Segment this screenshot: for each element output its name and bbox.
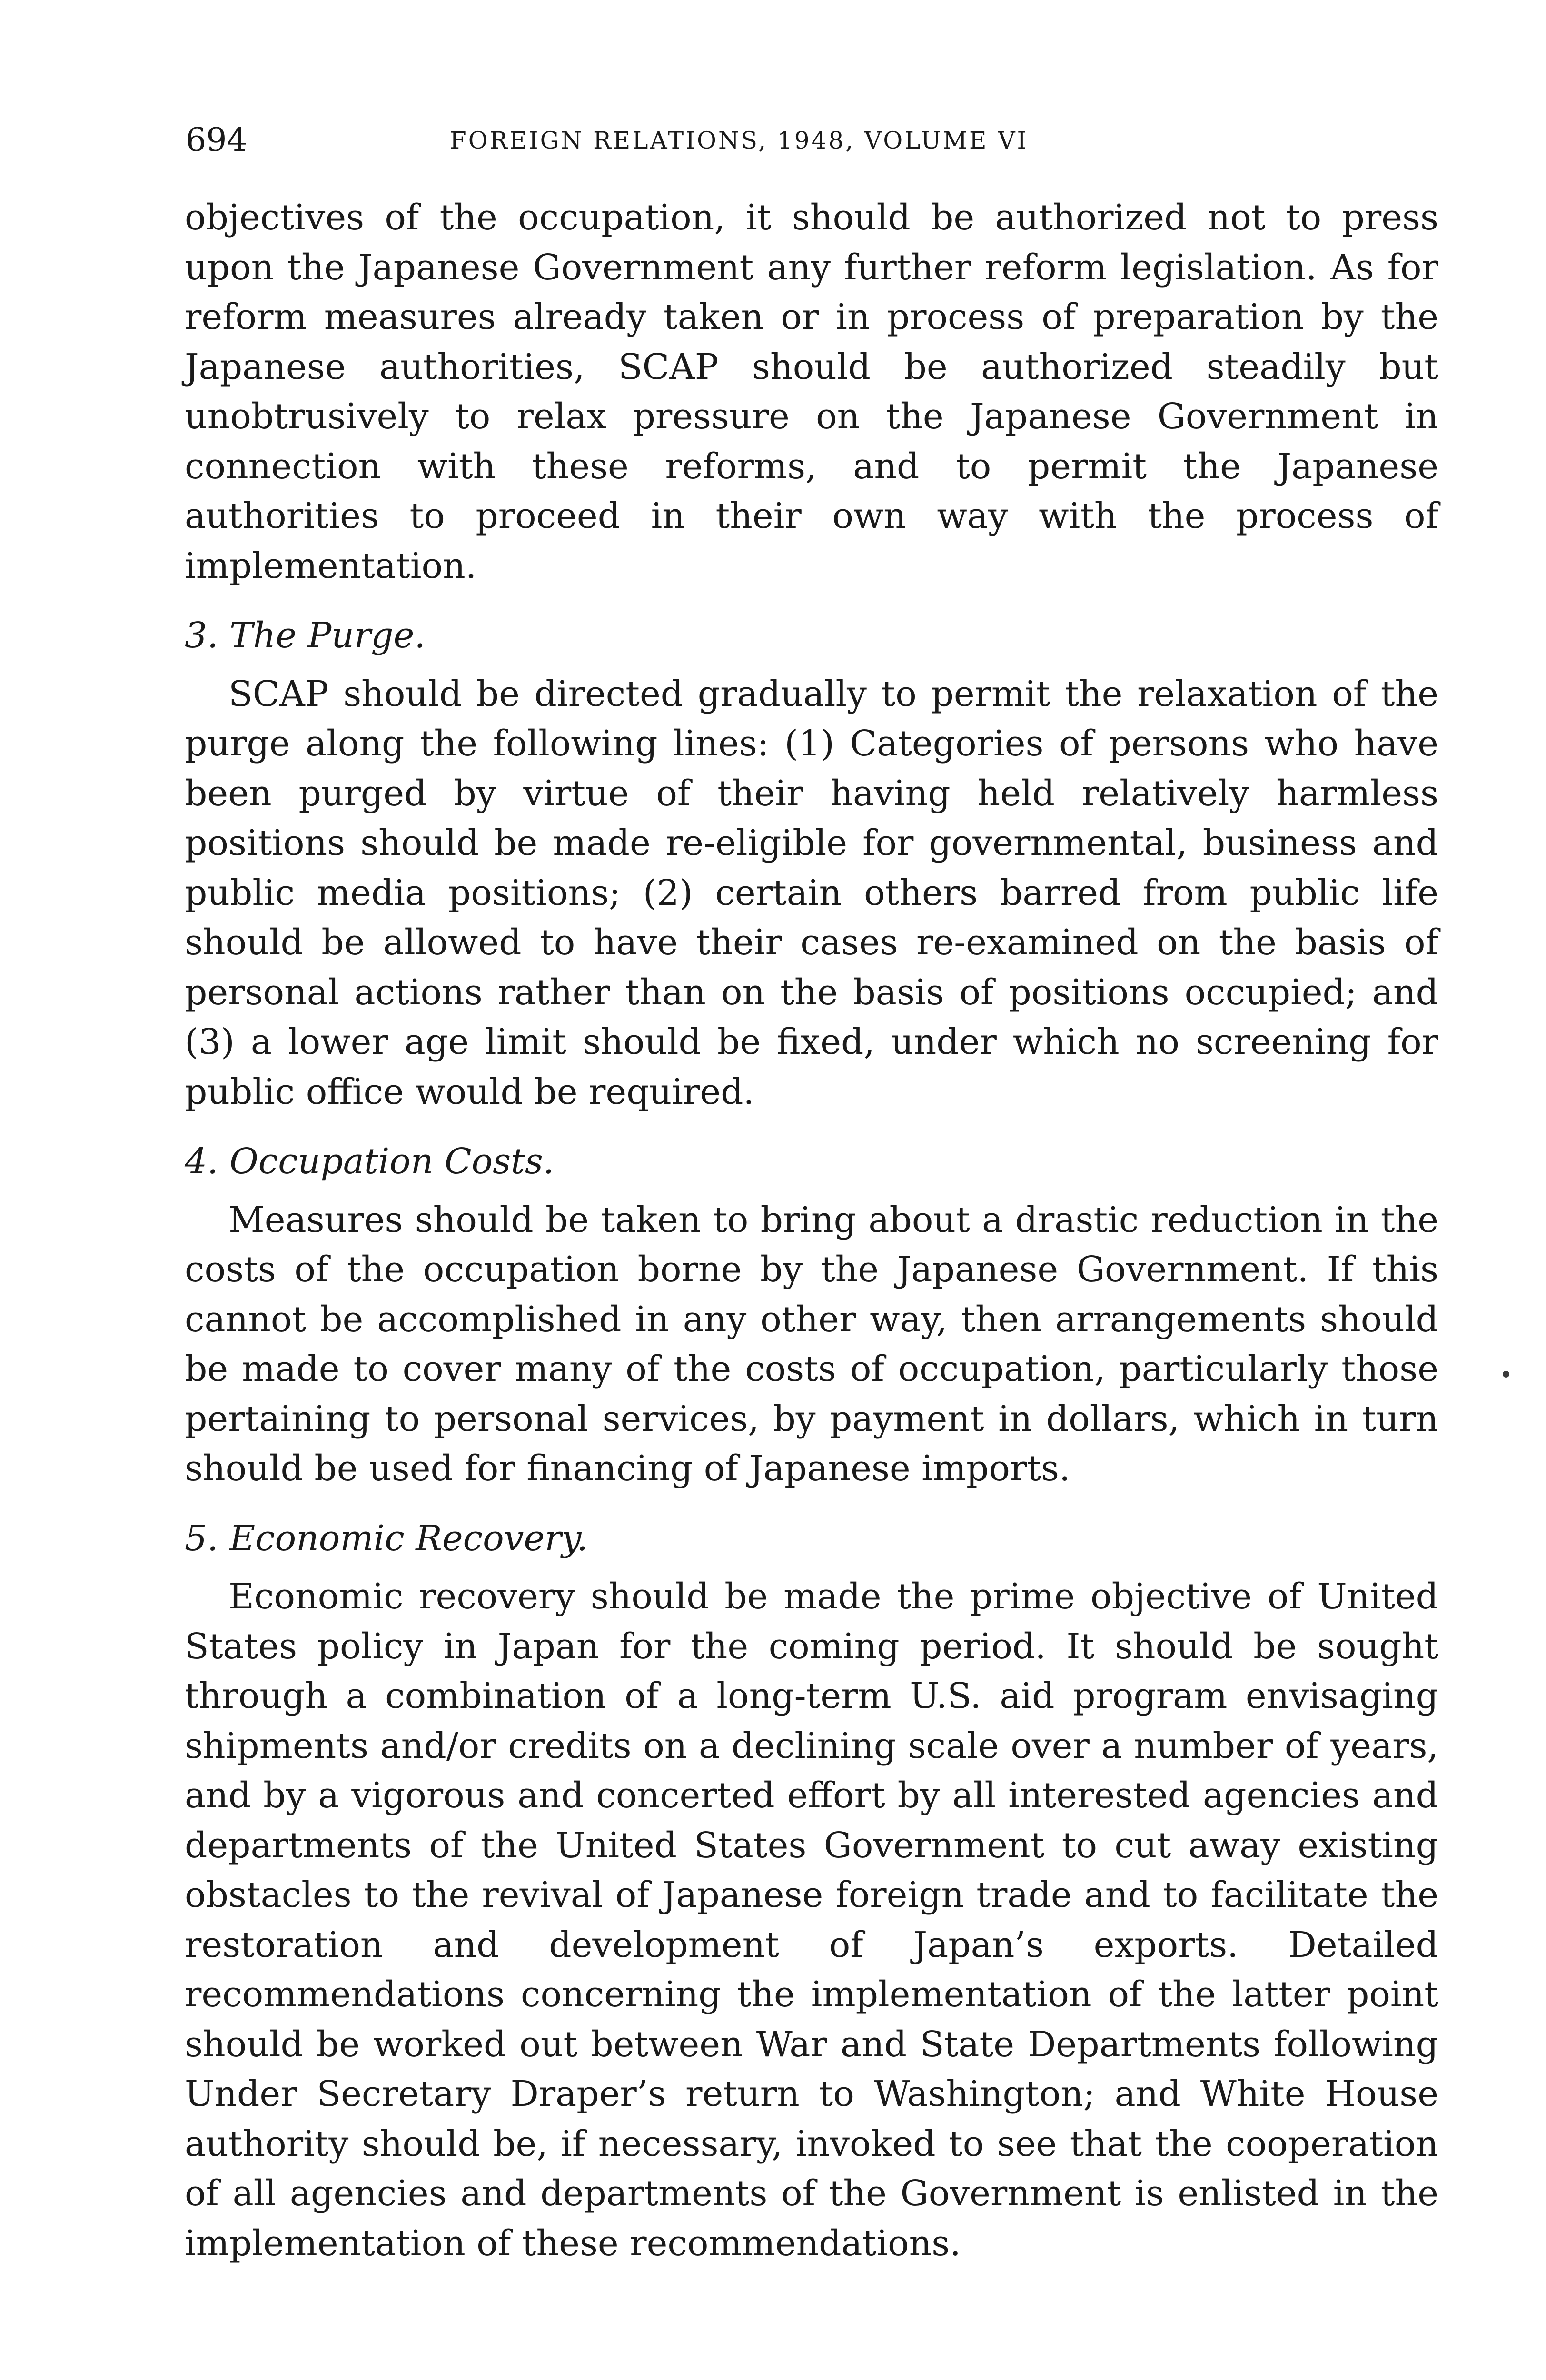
section-heading-occupation-costs: 4. Occupation Costs.	[185, 1141, 555, 1182]
running-title: FOREIGN RELATIONS, 1948, VOLUME VI	[450, 127, 1029, 154]
occupation-costs-paragraph: Measures should be taken to bring about a drastic reduction in the costs of the occupation borne by the Japanese Government. If this cannot be accomplished in any other way, then arrangements should be made to cover many of the costs of occupation, particularly those pertaining to personal services, by payment in dollars, which in turn should be used for financing of Japanese imports.	[185, 1199, 1438, 1489]
body-text	[185, 193, 1438, 2268]
section-heading-purge: 3. The Purge.	[185, 615, 426, 656]
economic-recovery-paragraph: Economic recovery should be made the prime objective of United States policy in Japan for the coming period. It should be sought through a combination of a long-term U.S. aid program envisaging shipments and/or credits on a declining scale over a number of years, and by a vigorous and concerted effort by all interested agencies and departments of the United States Government to cut away existing obstacles to the revival of Japanese foreign trade and to facilitate the restoration and development of Japan’s exports. Detailed recommendations concerning the implementation of the latter point should be worked out between War and State Departments following Under Secretary Draper’s return to Washington; and White House authority should be, if necessary, invoked to see that the cooperation of all agencies and departments of the Government is enlisted in the implementation of these recommendations.	[185, 1576, 1438, 2264]
page-number: 694	[186, 121, 248, 159]
section-heading-economic-recovery: 5. Economic Recovery.	[185, 1517, 588, 1559]
intro-paragraph: objectives of the occupation, it should be authorized not to press upon the Japanese Government any further reform legislation. As for reform measures already taken or in process of preparation by the Japanese authorities, SCAP should be authorized steadily but unobtrusively to relax pressure on the Japanese Government in connection with these reforms, and to permit the Japanese authorities to proceed in their own way with the process of implementation.	[185, 197, 1438, 586]
margin-mark	[1503, 1371, 1509, 1378]
purge-paragraph: SCAP should be directed gradually to permit the relaxation of the purge along the following lines: (1) Categories of persons who have been purged by virtue of their having held relatively harmless positions should be made re-eligible for governmental, business and public media positions; (2) certain others barred from public life should be allowed to have their cases re-examined on the basis of personal actions rather than on the basis of positions occupied; and (3) a lower age limit should be fixed, under which no screening for public office would be required.	[185, 673, 1438, 1112]
running-head	[186, 119, 1442, 162]
